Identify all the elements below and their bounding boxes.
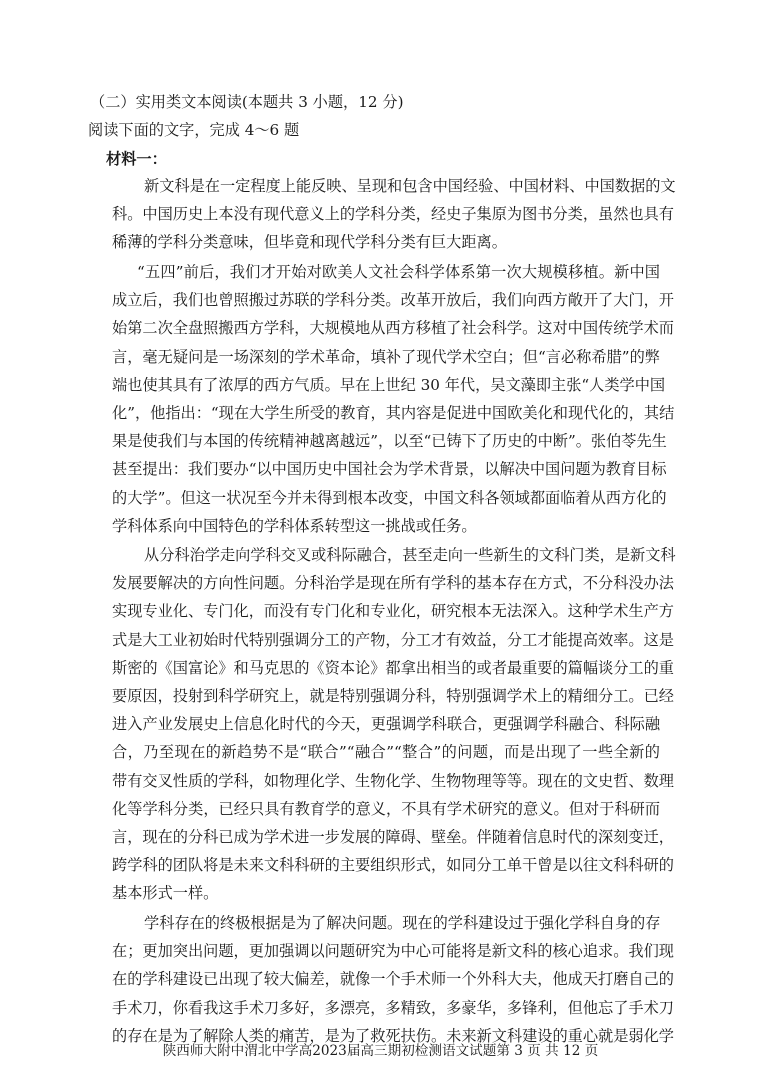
paragraph-line: 基本形式一样。 bbox=[112, 884, 219, 903]
paragraph-line: 学科存在的终极根据是为了解决问题。现在的学科建设过于强化学科自身的存 bbox=[144, 914, 661, 932]
paragraph-line: 科。中国历史上本没有现代意义上的学科分类，经史子集原为图书分类，虽然也具有 bbox=[112, 205, 674, 224]
paragraph-line: 斯密的《国富论》和马克思的《资本论》都拿出相当的或者最重要的篇幅谈分工的重 bbox=[112, 658, 674, 677]
section-heading: （二）实用类文本阅读(本题共 3 小题，12 分) bbox=[90, 93, 404, 111]
paragraph-line: 带有交叉性质的学科，如物理化学、生物化学、生物物理等等。现在的文史哲、数理 bbox=[112, 771, 674, 790]
paragraph-line: 跨学科的团队将是未来文科科研的主要组织形式，如同分工单干曾是以往文科科研的 bbox=[112, 856, 674, 875]
paragraph-line: 在的学科建设已出现了较大偏差，就像一个手术师一个外科大夫，他成天打磨自己的 bbox=[112, 970, 674, 989]
instruction-text: 阅读下面的文字，完成 4～6 题 bbox=[88, 121, 300, 139]
paragraph-line: 学科体系向中国特色的学科体系转型这一挑战或任务。 bbox=[112, 516, 477, 535]
paragraph-line: 的大学”。但这一状况至今并未得到根本改变，中国文科各领域都面临着从西方化的 bbox=[112, 488, 667, 507]
paragraph-line: 化”，他指出：“现在大学生所受的教育，其内容是促进中国欧美化和现代化的，其结 bbox=[112, 403, 675, 422]
paragraph-line: 在；更加突出问题，更加强调以问题研究为中心可能将是新文科的核心追求。我们现 bbox=[112, 942, 674, 961]
paragraph-line: 发展要解决的方向性问题。分科治学是现在所有学科的基本存在方式，不分科没办法 bbox=[112, 574, 674, 593]
paragraph-line: 甚至提出：我们要办“以中国历史中国社会为学术背景，以解决中国问题为教育目标 bbox=[112, 460, 667, 479]
paragraph-line: 稀薄的学科分类意味，但毕竟和现代学科分类有巨大距离。 bbox=[112, 233, 507, 252]
paragraph-line: 合，乃至现在的新趋势不是“联合”“融合”“整合”的问题，而是出现了一些全新的 bbox=[112, 743, 660, 762]
paragraph-4 bbox=[112, 913, 674, 1054]
paragraph-line: 式是大工业初始时代特别强调分工的产物，分工才有效益，分工才能提高效率。这是 bbox=[112, 630, 674, 649]
paragraph-line: 从分科治学走向学科交叉或科际融合，甚至走向一些新生的文科门类，是新文科 bbox=[144, 546, 676, 564]
paragraph-line: 手术刀，你看我这手术刀多好，多漂亮，多精致，多豪华，多锋利，但他忘了手术刀 bbox=[112, 998, 674, 1017]
paragraph-line: “五四”前后，我们才开始对欧美人文社会科学体系第一次大规模移植。新中国 bbox=[137, 263, 660, 281]
paragraph-line: 端也使其具有了浓厚的西方气质。早在上世纪 30 年代，吴文藻即主张“人类学中国 bbox=[112, 375, 666, 394]
paragraph-line: 新文科是在一定程度上能反映、呈现和包含中国经验、中国材料、中国数据的文 bbox=[144, 177, 676, 195]
paragraph-2 bbox=[112, 262, 675, 544]
paragraph-line: 言，现在的分科已成为学术进一步发展的障碍、壁垒。伴随着信息时代的深刻变迁， bbox=[112, 827, 674, 846]
paragraph-line: 要原因，投射到科学研究上，就是特别强调分科，特别强调学术上的精细分工。已经 bbox=[112, 686, 674, 705]
paragraph-line: 言，毫无疑问是一场深刻的学术革命，填补了现代学术空白；但“言必称希腊”的弊 bbox=[112, 347, 660, 366]
paragraph-line: 成立后，我们也曾照搬过苏联的学科分类。改革开放后，我们向西方敞开了大门，开 bbox=[112, 291, 674, 310]
page-footer: 陕西师大附中渭北中学高2023届高三期初检测语文试题第 3 页 共 12 页 bbox=[162, 1043, 599, 1059]
paragraph-line: 始第二次全盘照搬西方学科，大规模地从西方移植了社会科学。这对中国传统学术而 bbox=[112, 319, 674, 338]
paragraph-line: 进入产业发展史上信息化时代的今天，更强调学科联合，更强调学科融合、科际融 bbox=[112, 715, 660, 734]
paragraph-line: 化等学科分类，已经只具有教育学的意义，不具有学术研究的意义。但对于科研而 bbox=[112, 799, 660, 818]
material-title: 材料一： bbox=[106, 150, 167, 168]
paragraph-line: 果是使我们与本国的传统精神越离越远”，以至“已铸下了历史的中断”。张伯苓先生 bbox=[112, 432, 667, 451]
paragraph-line: 的存在是为了解除人类的痛苦，是为了救死扶伤。未来新文科建设的重心就是弱化学 bbox=[112, 1026, 674, 1045]
paragraph-3 bbox=[112, 545, 676, 911]
paragraph-1 bbox=[112, 176, 676, 261]
paragraph-line: 实现专业化、专门化，而没有专门化和专业化，研究根本无法深入。这种学术生产方 bbox=[112, 602, 674, 621]
